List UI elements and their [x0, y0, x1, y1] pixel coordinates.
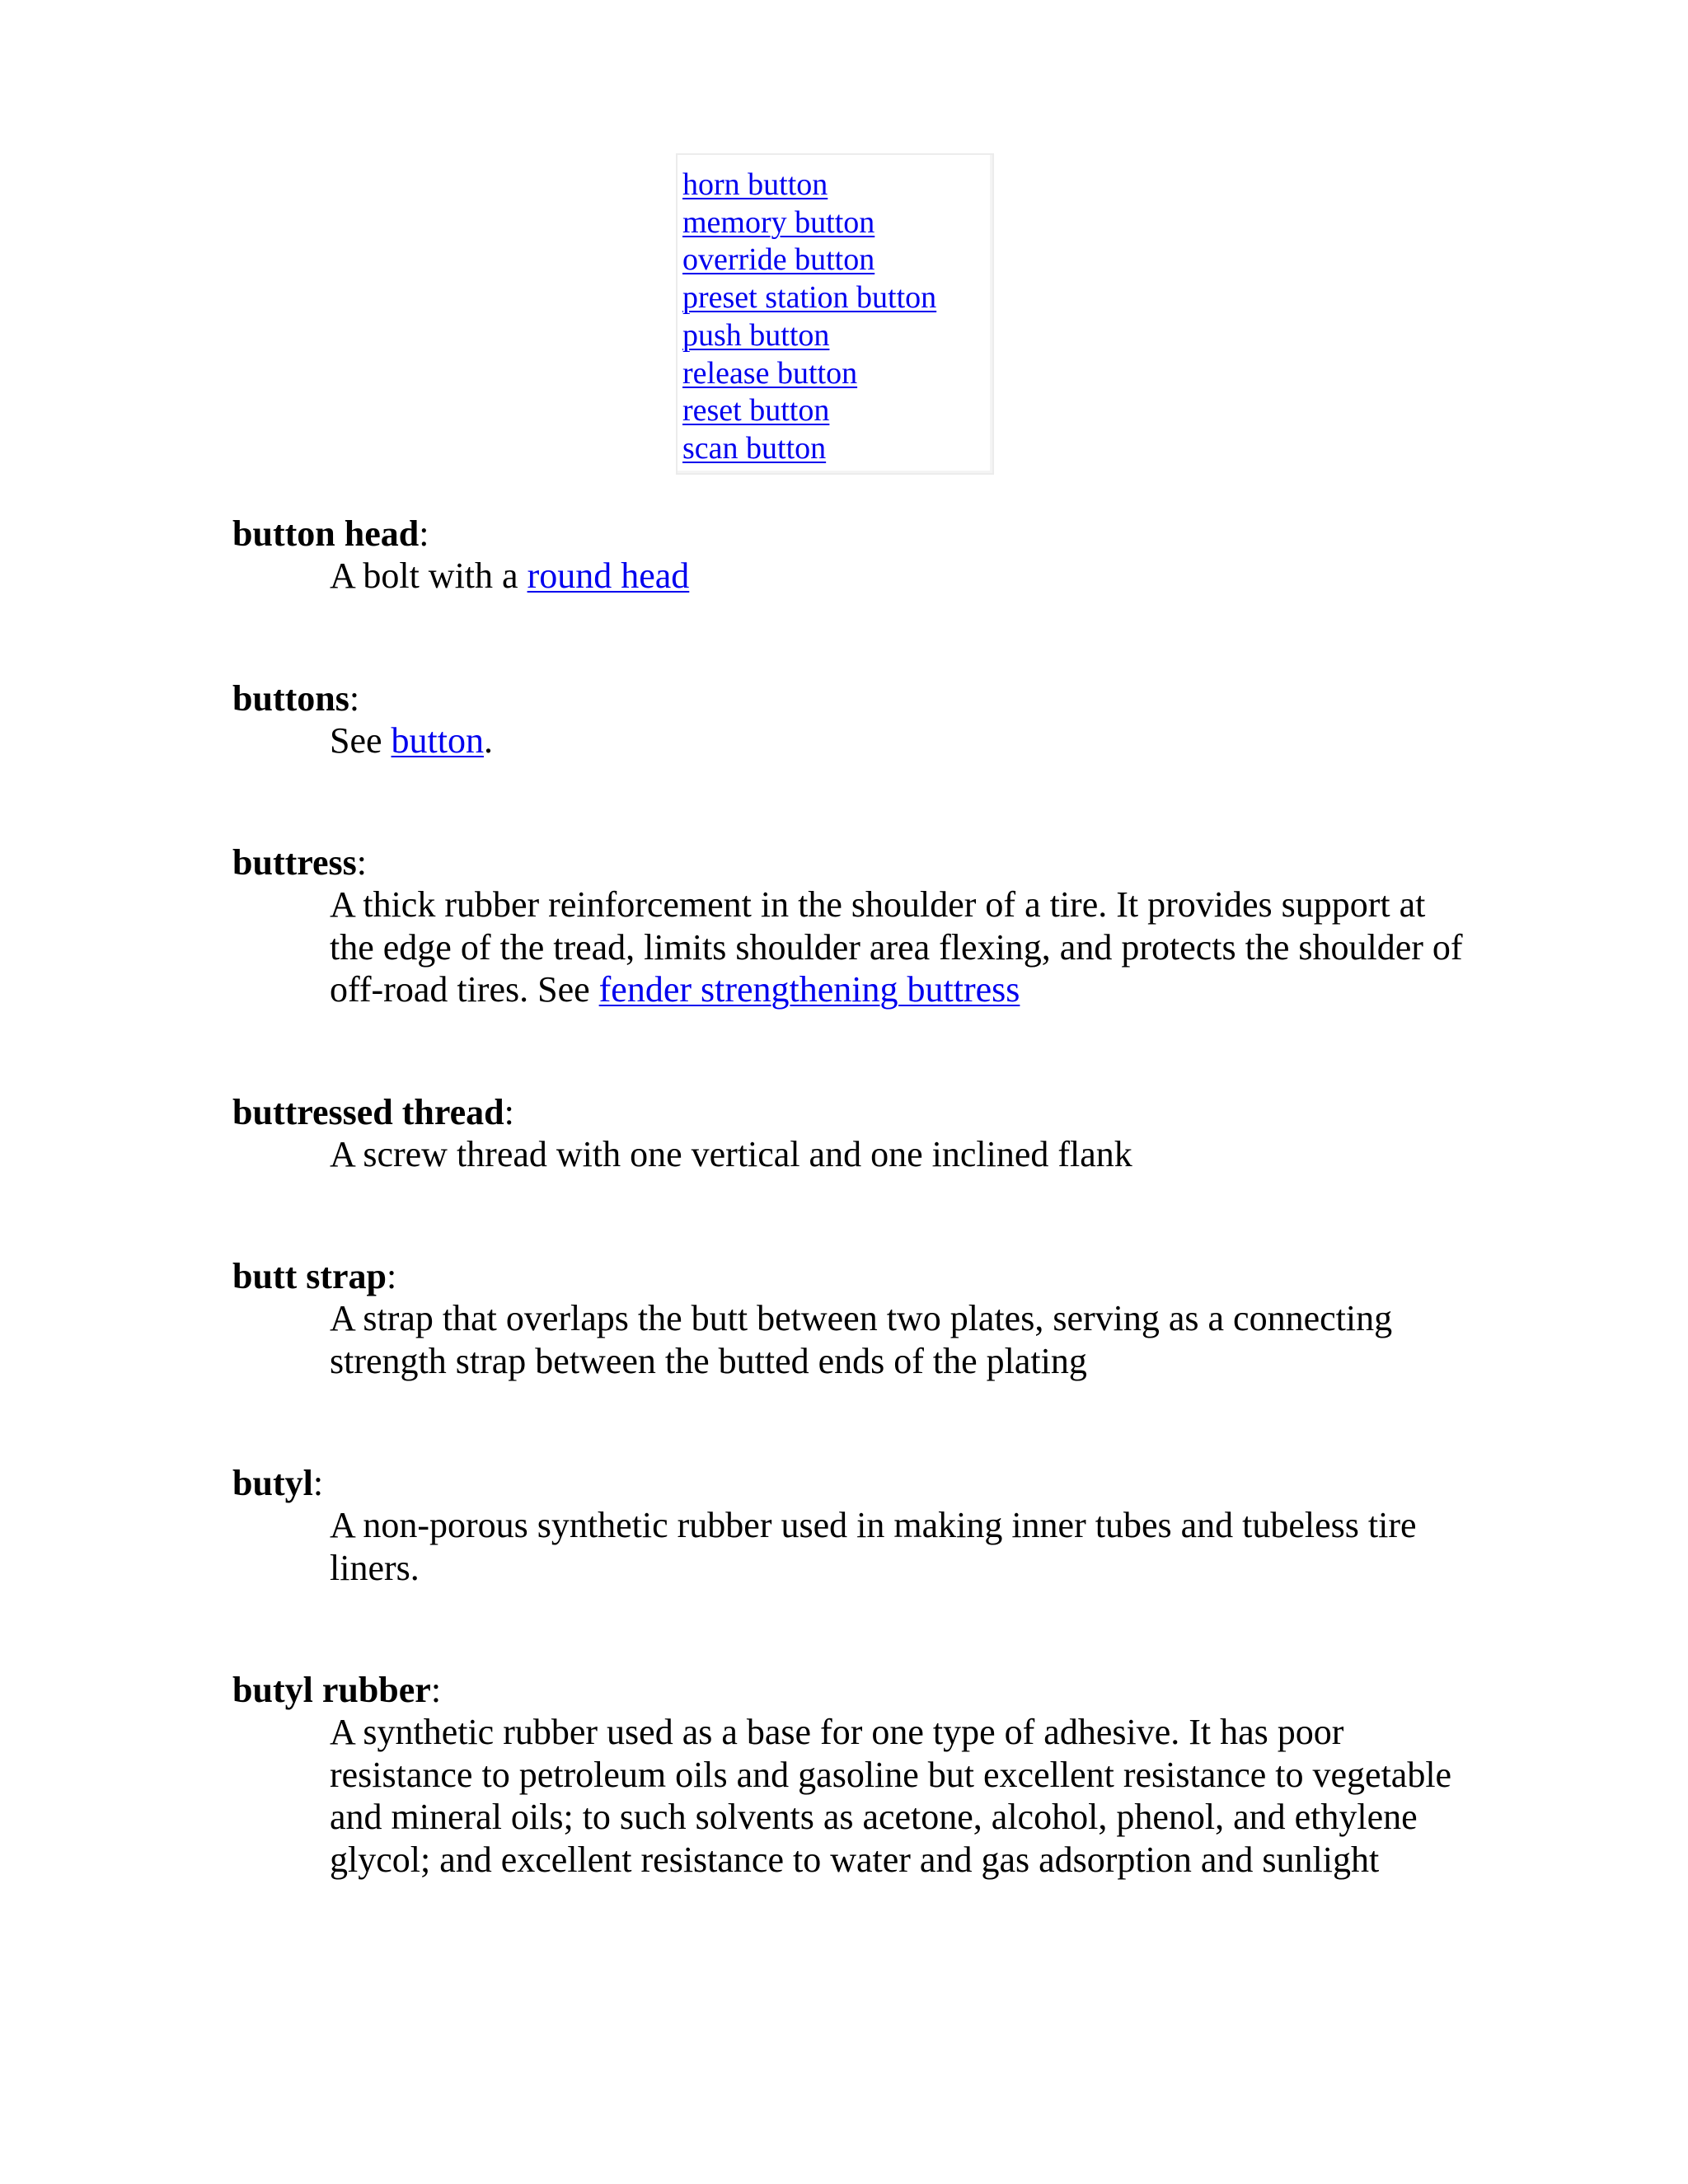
term-colon: :: [312, 1463, 324, 1503]
glossary-entry-buttressed-thread: [232, 1091, 1469, 1176]
related-link-item: [682, 430, 992, 468]
related-link-memory-button[interactable]: memory button: [682, 204, 875, 240]
definition-text: A thick rubber reinforcement in the shoulder of a tire. It provides support at the edge of the tread, limits shoulder area flexing, and protects the shoulder of off-road tires. See: [330, 884, 1463, 1010]
related-link-item: [682, 355, 992, 393]
term-text: butyl rubber: [232, 1670, 431, 1710]
term-text: butyl: [232, 1463, 313, 1503]
definition-text: A screw thread with one vertical and one inclined flank: [330, 1133, 1132, 1174]
related-link-item: [682, 241, 992, 279]
related-links-list: [682, 166, 992, 468]
glossary-definition: [330, 1711, 1467, 1881]
related-link-reset-button[interactable]: reset button: [682, 393, 830, 429]
definition-link-round-head[interactable]: round head: [527, 555, 690, 596]
glossary-entry-butt-strap: [232, 1255, 1469, 1382]
definition-text: See: [330, 719, 392, 761]
glossary-term: [232, 1255, 1469, 1297]
term-text: butt strap: [232, 1256, 387, 1296]
definition-text: A bolt with a: [330, 555, 528, 596]
glossary-term: [232, 677, 1469, 719]
term-colon: :: [430, 1670, 442, 1710]
term-text: buttressed thread: [232, 1091, 504, 1132]
definition-text: A non-porous synthetic rubber used in making inner tubes and tubeless tire liners.: [330, 1505, 1417, 1588]
related-links-box: [676, 153, 994, 475]
term-colon: :: [349, 677, 360, 719]
related-link-release-button[interactable]: release button: [682, 355, 858, 391]
glossary-list: [232, 513, 1469, 1961]
glossary-entry-button-head: [232, 513, 1469, 598]
related-link-item: [682, 166, 992, 204]
definition-text: A synthetic rubber used as a base for one type of adhesive. It has poor resistance to petroleum oils and gasoline but excellent resistance to vegetable and mineral oils; to such solvents as acetone, alcohol, phenol, and ethylene glycol; and excellent resistance to water and gas adsorption and sunlight: [330, 1712, 1452, 1880]
related-link-horn-button[interactable]: horn button: [682, 167, 828, 202]
related-link-scan-button[interactable]: scan button: [682, 430, 827, 466]
definition-link-button[interactable]: button: [391, 719, 484, 761]
term-text: buttress: [232, 842, 357, 883]
related-link-item: [682, 317, 992, 355]
glossary-term: [232, 1669, 1469, 1711]
glossary-definition: [330, 1297, 1467, 1382]
glossary-definition: [330, 719, 1467, 762]
glossary-term: [232, 1091, 1469, 1133]
glossary-term: [232, 1462, 1469, 1504]
glossary-definition: [330, 1504, 1467, 1589]
definition-text-after: .: [483, 719, 493, 761]
glossary-definition: [330, 883, 1467, 1011]
term-text: buttons: [232, 677, 349, 719]
term-colon: :: [356, 842, 367, 883]
glossary-definition: [330, 555, 1467, 598]
glossary-entry-buttress: [232, 841, 1469, 1011]
definition-link-fender-strengthening-buttress[interactable]: fender strengthening buttress: [598, 969, 1020, 1010]
glossary-entry-butyl-rubber: [232, 1669, 1469, 1881]
term-colon: :: [419, 513, 429, 554]
related-link-override-button[interactable]: override button: [682, 242, 875, 278]
glossary-term: [232, 513, 1469, 555]
term-colon: :: [387, 1256, 397, 1296]
related-link-item: [682, 204, 992, 242]
related-link-item: [682, 392, 992, 430]
term-colon: :: [504, 1091, 514, 1132]
glossary-entry-buttons: [232, 677, 1469, 762]
term-text: button head: [232, 513, 420, 554]
glossary-term: [232, 841, 1469, 883]
glossary-definition: [330, 1133, 1467, 1176]
glossary-entry-butyl: [232, 1462, 1469, 1589]
related-link-item: [682, 279, 992, 317]
related-link-push-button[interactable]: push button: [682, 317, 830, 353]
related-link-preset-station-button[interactable]: preset station button: [682, 280, 937, 316]
definition-text: A strap that overlaps the butt between two plates, serving as a connecting strength strap between the butted ends of the plating: [330, 1298, 1393, 1381]
